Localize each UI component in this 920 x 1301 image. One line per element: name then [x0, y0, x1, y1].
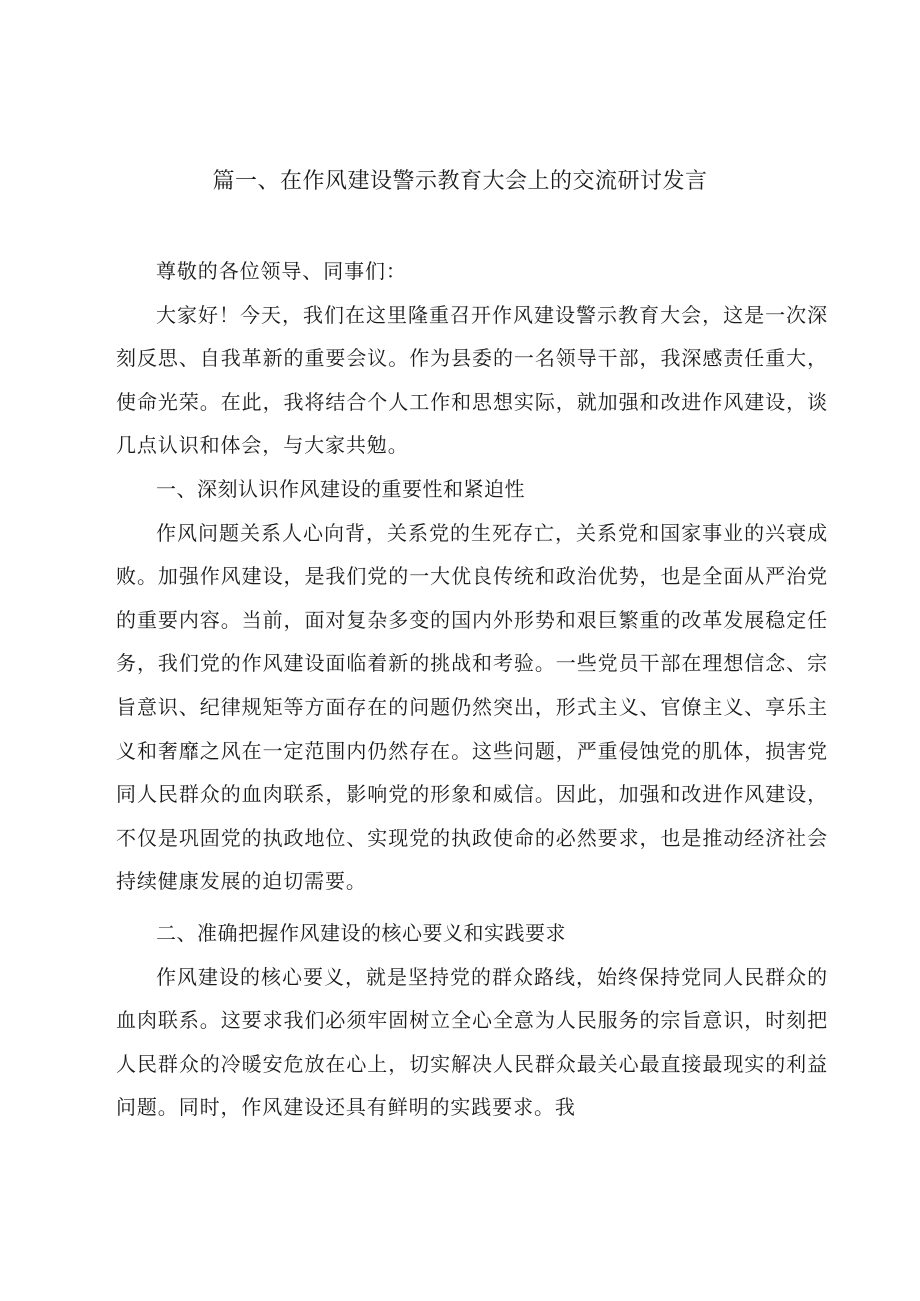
document-body	[116, 250, 828, 1130]
section-heading-2: 二、准确把握作风建设的核心要义和实践要求	[156, 920, 566, 945]
intro-paragraph: 大家好！今天，我们在这里隆重召开作风建设警示教育大会，这是一次深刻反思、自我革新的重要会议。作为县委的一名领导干部，我深感责任重大，使命光荣。在此，我将结合个人工作和思想实际，就加强和改进作风建设，谈几点认识和体会，与大家共勉。	[116, 302, 828, 458]
section-heading-1: 一、深刻认识作风建设的重要性和紧迫性	[156, 476, 525, 501]
document-title: 篇一、在作风建设警示教育大会上的交流研讨发言	[212, 169, 708, 194]
section-body-2: 作风建设的核心要义，就是坚持党的群众路线，始终保持党同人民群众的血肉联系。这要求我们必须牢固树立全心全意为人民服务的宗旨意识，时刻把人民群众的冷暖安危放在心上，切实解决人民群众最关心最直接最现实的利益问题。同时，作风建设还具有鲜明的实践要求。我	[116, 964, 828, 1120]
section-body-1: 作风问题关系人心向背，关系党的生死存亡，关系党和国家事业的兴衰成败。加强作风建设，是我们党的一大优良传统和政治优势，也是全面从严治党的重要内容。当前，面对复杂多变的国内外形势和艰巨繁重的改革发展稳定任务，我们党的作风建设面临着新的挑战和考验。一些党员干部在理想信念、宗旨意识、纪律规矩等方面存在的问题仍然突出，形式主义、官僚主义、享乐主义和奢靡之风在一定范围内仍然存在。这些问题，严重侵蚀党的肌体，损害党同人民群众的血肉联系，影响党的形象和威信。因此，加强和改进作风建设，不仅是巩固党的执政地位、实现党的执政使命的必然要求，也是推动经济社会持续健康发展的迫切需要。	[116, 520, 828, 894]
salutation: 尊敬的各位领导、同事们：	[156, 259, 407, 283]
